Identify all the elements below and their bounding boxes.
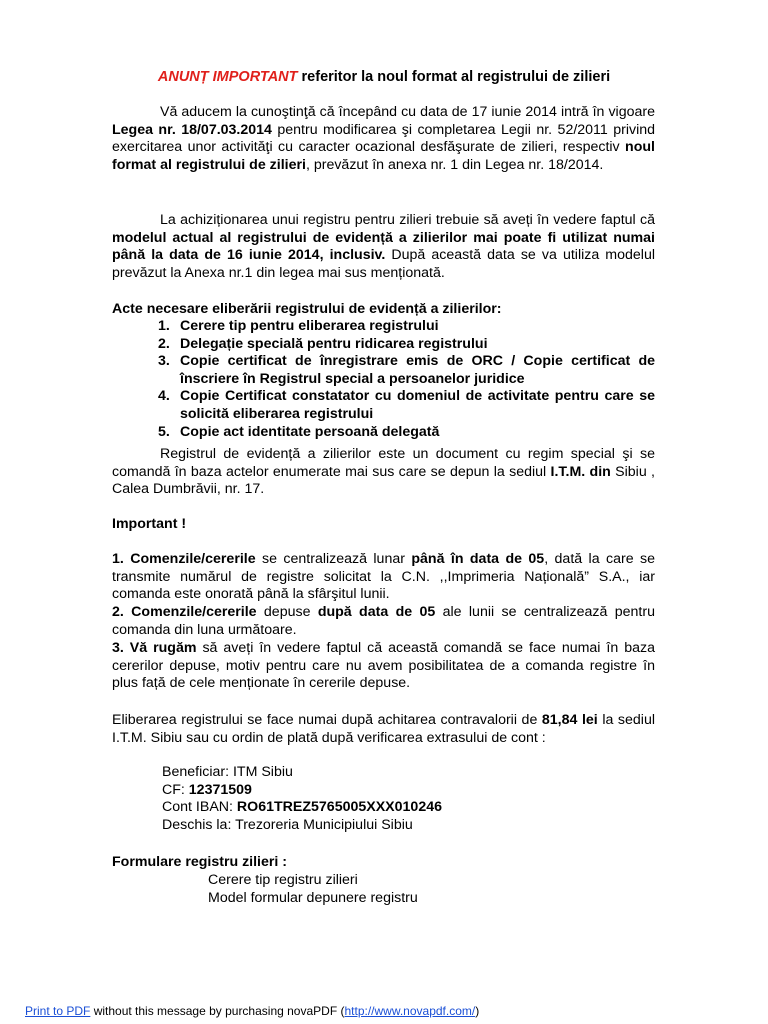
acts-heading: Acte necesare eliberării registrului de evidență a zilierilor: — [112, 301, 502, 317]
form-model-link[interactable]: Model formular depunere registru — [208, 889, 418, 906]
acts-item-number: 5. — [158, 423, 170, 440]
acts-item-text: Copie Certificat constatator cu domeniul de activitate pentru care se solicită eliberarea registrului — [180, 388, 655, 422]
important-paragraph-1 — [112, 551, 655, 604]
p3-text-c: Sibiu , Calea Dumbrăvii, nr. 17. — [112, 463, 655, 498]
p4-text-a: Eliberarea registrului se face numai după achitarea contravalorii de — [112, 712, 542, 728]
p1-text-c: pentru modificarea şi completarea Legii nr. 52/2011 privind exercitarea unor activităţi cu caracter ocazional desfăşurate de zilieri, respectiv — [112, 121, 655, 156]
form-cerere-link[interactable]: Cerere tip registru zilieri — [208, 872, 358, 888]
imp2-label: 2. Comenzile/cererile — [112, 604, 257, 620]
iban-label: Cont IBAN: — [162, 799, 237, 816]
p1-text-a: Vă aducem la cunoştinţă că începând cu data de 17 iunie 2014 intră în vigoare — [160, 104, 655, 120]
acts-item-number: 2. — [158, 335, 170, 352]
iban-row — [162, 799, 442, 817]
imp1-text-d: , dată la care se transmite numărul de registre solicitat la C.N. ,,Imprimeria Națională” S.A., iar comanda este onorată până la sfârşitul lunii. — [112, 551, 655, 603]
acts-list — [112, 318, 655, 441]
p1-text-d: , prevăzut în anexa nr. 1 din Legea nr. 18/2014. — [305, 156, 604, 173]
forms-list — [208, 872, 418, 907]
imp1-label: 1. Comenzile/cererile — [112, 551, 256, 567]
novapdf-link[interactable]: http://www.novapdf.com/ — [344, 1004, 476, 1018]
important-paragraph-3 — [112, 640, 655, 693]
acts-item-number: 4. — [158, 388, 170, 405]
imp1-text-b: se centralizează lunar — [255, 551, 412, 567]
imp2-text-b: depuse — [256, 604, 318, 620]
p4-amount: 81,84 lei — [541, 712, 598, 728]
important-paragraph-2 — [112, 604, 655, 639]
acts-item — [112, 336, 655, 354]
acts-item — [112, 353, 655, 388]
print-to-pdf-link[interactable]: Print to PDF — [25, 1004, 91, 1018]
acquisition-paragraph — [112, 212, 655, 282]
acts-item-text: Copie certificat de înregistrare emis de ORC / Copie certificat de înscriere în Registrul special a persoanelor juridice — [180, 353, 655, 387]
acts-item — [112, 388, 655, 423]
pdf-footer — [25, 1004, 479, 1018]
acts-item-number: 3. — [158, 353, 170, 370]
registry-paragraph — [112, 446, 655, 499]
p2-deadline: modelul actual al registrului de evidență a zilierilor mai poate fi utilizat numai până la data de 16 iunie 2014, inclusiv. — [112, 229, 655, 264]
account-details — [162, 764, 442, 834]
intro-paragraph — [112, 104, 655, 174]
cf-value: 12371509 — [188, 781, 252, 798]
imp3-label: 3. Vă rugăm — [112, 640, 197, 656]
title-rest: referitor la noul format al registrului de zilieri — [297, 69, 611, 85]
acts-item-text: Cerere tip pentru eliberarea registrului — [180, 318, 439, 334]
p1-law-ref: Legea nr. 18/07.03.2014 — [112, 121, 272, 138]
p3-text-a: Registrul de evidență a zilierilor este un document cu regim special şi se comandă în baza actelor enumerate mai sus care se depun la sediul — [112, 446, 655, 480]
p3-itm: I.T.M. din — [550, 463, 611, 480]
beneficiary: Beneficiar: ITM Sibiu — [162, 764, 293, 780]
page-title — [0, 69, 768, 85]
acts-item-number: 1. — [158, 318, 170, 334]
acts-item — [112, 318, 655, 336]
bank: Deschis la: Trezoreria Municipiului Sibiu — [162, 816, 413, 833]
important-heading: Important ! — [112, 516, 187, 532]
acts-item-text: Delegație specială pentru ridicarea registrului — [180, 335, 488, 352]
p1-new-format: noul format al registrului de zilieri — [112, 139, 655, 173]
imp3-text-b: să aveți în vedere faptul că această comandă se face numai în baza cererilor depuse, motiv pentru care nu avem posibilitatea de a comanda registre în plus față de cele menționate în cererile depuse. — [112, 640, 655, 692]
forms-heading: Formulare registru zilieri : — [112, 854, 288, 870]
payment-paragraph — [112, 712, 655, 747]
cf-label: CF: — [162, 781, 189, 798]
title-important: ANUNȚ IMPORTANT — [157, 69, 298, 85]
p2-text-c: După această data se va utiliza modelul prevăzut la Anexa nr.1 din legea mai sus menționată. — [112, 247, 655, 281]
imp1-date: până în data de 05 — [411, 551, 545, 567]
footer-text: without this message by purchasing novaPDF ( — [90, 1004, 345, 1018]
footer-end: ) — [475, 1004, 480, 1018]
iban-value: RO61TREZ5765005XXX010246 — [236, 799, 442, 816]
acts-item-text: Copie act identitate persoană delegată — [180, 423, 440, 440]
cf-row — [162, 782, 442, 800]
imp2-date: după data de 05 — [317, 604, 436, 620]
p4-text-c: la sediul I.T.M. Sibiu sau cu ordin de plată după verificarea extrasului de cont : — [112, 712, 655, 746]
imp2-text-d: ale lunii se centralizează pentru comanda din luna următoare. — [112, 604, 655, 638]
acts-item — [112, 424, 655, 442]
p2-text-a: La achiziționarea unui registru pentru zilieri trebuie să aveți în vedere faptul că — [160, 212, 655, 228]
